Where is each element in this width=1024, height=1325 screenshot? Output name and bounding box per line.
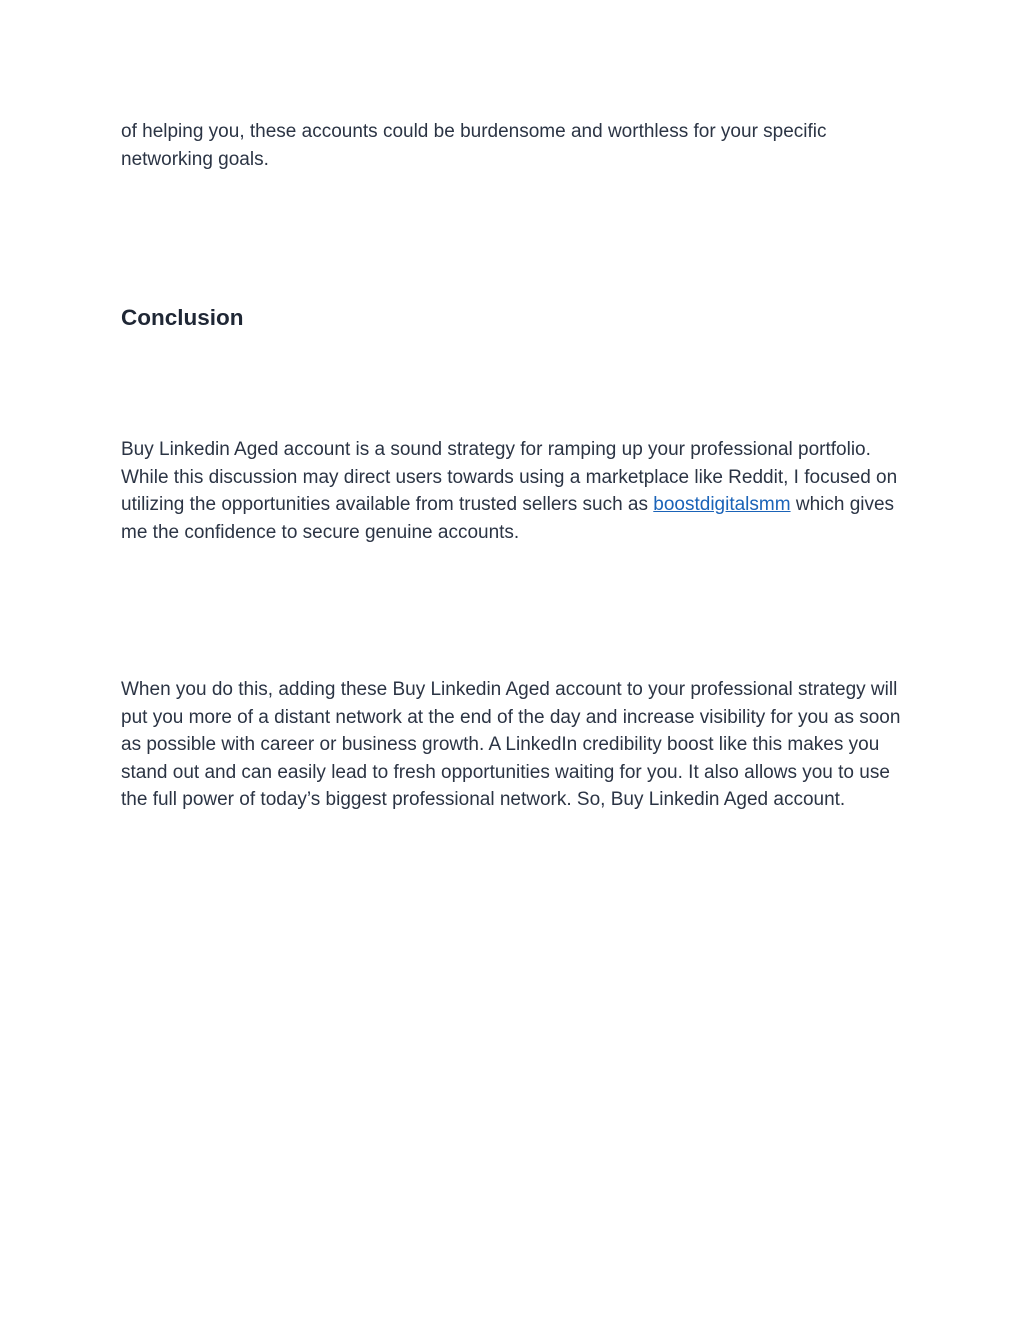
conclusion-text-after-link: which gives me the confidence to secure genuine accounts. [121,494,895,543]
conclusion-heading: Conclusion [121,305,244,330]
intro-paragraph: of helping you, these accounts could be burdensome and worthless for your specific networking goals. [121,121,827,170]
boostdigitalsmm-link[interactable]: boostdigitalsmm [653,494,791,516]
conclusion-text-before-link: Buy Linkedin Aged account is a sound strategy for ramping up your professional portfolio. While this discussion may direct users towards using a marketplace like Reddit, I focused on utilizing the opportunities available from trusted sellers such as [121,439,898,516]
closing-paragraph: When you do this, adding these Buy Linkedin Aged account to your professional strategy will put you more of a distant network at the end of the day and increase visibility for you as soon as possible with career or business growth. A LinkedIn credibility boost like this makes you stand out and can easily lead to fresh opportunities waiting for you. It also allows you to use the full power of today’s biggest professional network. So, Buy Linkedin Aged account. [121,679,901,811]
conclusion-paragraph [121,436,911,546]
